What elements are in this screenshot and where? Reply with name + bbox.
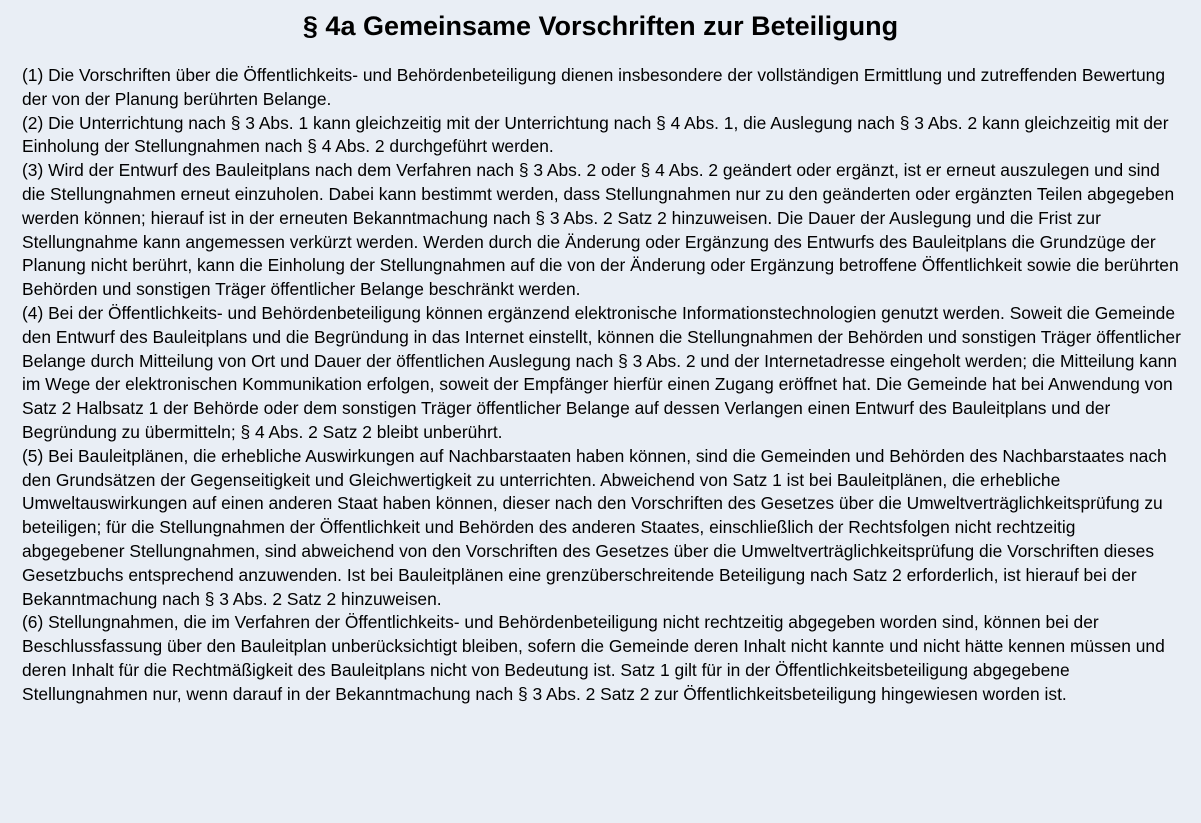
paragraph-2: (2) Die Unterrichtung nach § 3 Abs. 1 kann gleichzeitig mit der Unterrichtung nach § 4 Abs. 1, die Auslegung nach § 3 Abs. 2 kann gleichzeitig mit der Einholung der Stellungnahmen nach § 4 Abs. 2 durchgeführt werden. (22, 112, 1169, 157)
paragraph-1: (1) Die Vorschriften über die Öffentlichkeits- und Behördenbeteiligung dienen insbesondere der vollständigen Ermittlung und zutreffenden Bewertung der von der Planung berührten Belange. (22, 65, 1166, 109)
paragraph-5: (5) Bei Bauleitplänen, die erhebliche Auswirkungen auf Nachbarstaaten haben können, sind die Gemeinden und Behörden des Nachbarstaates nach den Grundsätzen der Gegenseitigkeit und Gleichwertigkeit zu unterrichten. Abweichend von Satz 1 ist bei Bauleitplänen, die erhebliche Umweltauswirkungen auf einen anderen Staat haben können, dieser nach den Vorschriften des Gesetzes über die Umweltverträglichkeitsprüfung zu beteiligen; für die Stellungnahmen der Öffentlichkeit und Behörden des anderen Staates, einschließlich der Rechtsfolgen nicht rechtzeitig abgegebener Stellungnahmen, sind abweichend von den Vorschriften des Gesetzes über die Umweltverträglichkeitsprüfung die Vorschriften dieses Gesetzbuchs entsprechend anzuwenden. Ist bei Bauleitplänen eine grenzüberschreitende Beteiligung nach Satz 2 erforderlich, ist hierauf bei der Bekanntmachung nach § 3 Abs. 2 Satz 2 hinzuweisen. (22, 445, 1167, 609)
paragraph-3: (3) Wird der Entwurf des Bauleitplans nach dem Verfahren nach § 3 Abs. 2 oder § 4 Abs. 2 geändert oder ergänzt, ist er erneut auszulegen und sind die Stellungnahmen erneut einzuholen. Dabei kann bestimmt werden, dass Stellungnahmen nur zu den geänderten oder ergänzten Teilen abgegeben werden können; hierauf ist in der erneuten Bekanntmachung nach § 3 Abs. 2 Satz 2 hinzuweisen. Die Dauer der Auslegung und die Frist zur Stellungnahme kann angemessen verkürzt werden. Werden durch die Änderung oder Ergänzung des Entwurfs des Bauleitplans die Grundzüge der Planung nicht berührt, kann die Einholung der Stellungnahmen auf die von der Änderung oder Ergänzung betroffene Öffentlichkeit sowie die berührten Behörden und sonstigen Träger öffentlicher Belange beschränkt werden. (22, 160, 1179, 300)
paragraph-4: (4) Bei der Öffentlichkeits- und Behördenbeteiligung können ergänzend elektronische Informationstechnologien genutzt werden. Soweit die Gemeinde den Entwurf des Bauleitplans und die Begründung in das Internet einstellt, können die Stellungnahmen der Behörden und sonstigen Träger öffentlicher Belange durch Mitteilung von Ort und Dauer der öffentlichen Auslegung nach § 3 Abs. 2 und der Internetadresse eingeholt werden; die Mitteilung kann im Wege der elektronischen Kommunikation erfolgen, soweit der Empfänger hierfür einen Zugang eröffnet hat. Die Gemeinde hat bei Anwendung von Satz 2 Halbsatz 1 der Behörde oder dem sonstigen Träger öffentlicher Belange auf dessen Verlangen einen Entwurf des Bauleitplans und der Begründung zu übermitteln; § 4 Abs. 2 Satz 2 bleibt unberührt. (22, 302, 1181, 442)
paragraph-6: (6) Stellungnahmen, die im Verfahren der Öffentlichkeits- und Behördenbeteiligung nicht rechtzeitig abgegeben worden sind, können bei der Beschlussfassung über den Bauleitplan unberücksichtigt bleiben, sofern die Gemeinde deren Inhalt nicht kannte und nicht hätte kennen müssen und deren Inhalt für die Rechtmäßigkeit des Bauleitplans nicht von Bedeutung ist. Satz 1 gilt für in der Öffentlichkeitsbeteiligung abgegebene Stellungnahmen nur, wenn darauf in der Bekanntmachung nach § 3 Abs. 2 Satz 2 zur Öffentlichkeitsbeteiligung hingewiesen worden ist. (22, 612, 1165, 704)
document-body (22, 64, 1182, 707)
page-title: § 4a Gemeinsame Vorschriften zur Beteiligung (302, 11, 899, 41)
